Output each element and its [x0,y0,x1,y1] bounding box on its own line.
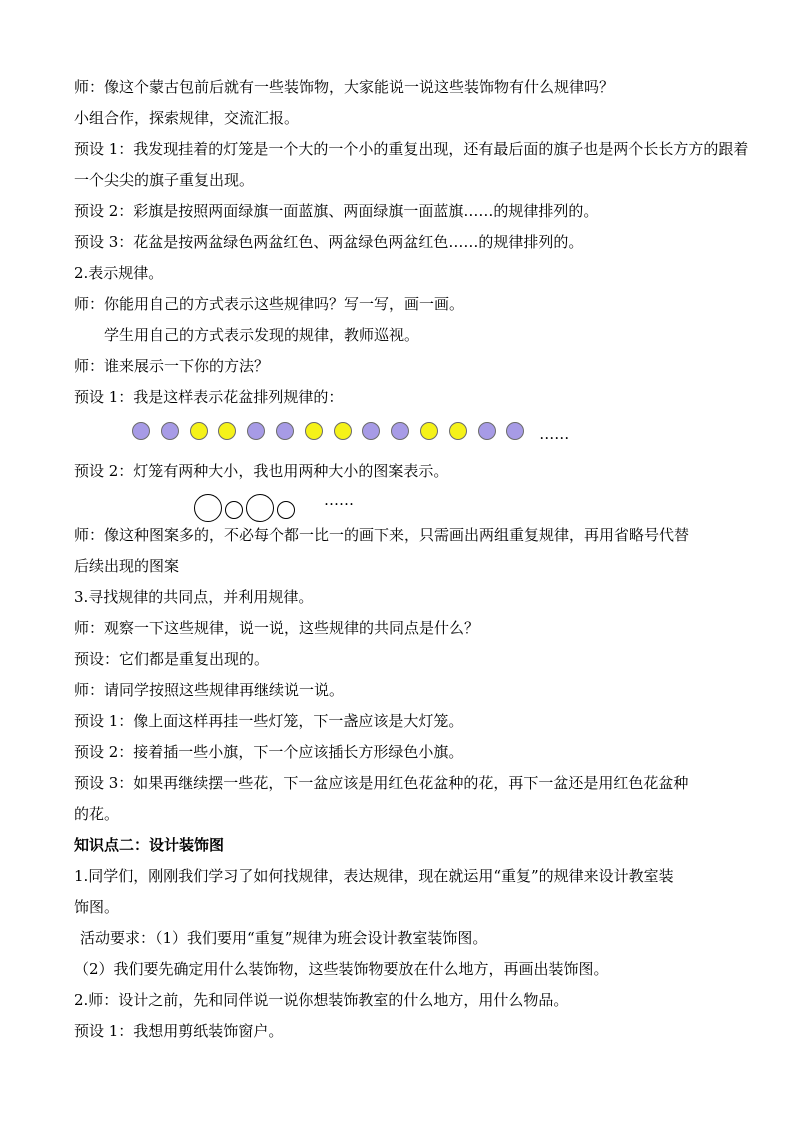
text-line-20: 预设 2：接着插一些小旗，下一个应该插长方形绿色小旗。 [74,743,464,761]
text-line-17: 预设：它们都是重复出现的。 [74,650,270,668]
text-line-29: 预设 1：我想用剪纸装饰窗户。 [74,1022,284,1040]
lantern-circle-big [246,494,274,522]
pattern-dot-yellow [449,422,467,440]
text-line-8: 师：你能用自己的方式表示这些规律吗？写一写，画一画。 [74,295,465,313]
lantern-ellipsis: …… [324,491,354,509]
text-line-7: 2.表示规律。 [74,264,164,282]
pattern-dot-purple [247,422,265,440]
lantern-circle-small [277,501,295,519]
pattern-dot-purple [362,422,380,440]
text-line-16: 师：观察一下这些规律，说一说，这些规律的共同点是什么？ [74,619,480,637]
pattern-dot-purple [276,422,294,440]
pattern-ellipsis: …… [539,425,570,443]
section-heading: 知识点二：设计装饰图 [74,836,225,854]
pattern-dot-yellow [420,422,438,440]
text-line-21: 预设 3：如果再继续摆一些花，下一盆应该是用红色花盆种的花，再下一盆还是用红色花盆种 [74,774,689,792]
text-line-22: 的花。 [74,805,120,823]
text-line-3: 预设 1：我发现挂着的灯笼是一个大的一个小的重复出现，还有最后面的旗子也是两个长长方方的跟着 [74,140,749,158]
pattern-dot-purple [478,422,496,440]
text-line-18: 师：请同学按照这些规律再继续说一说。 [74,681,345,699]
pattern-dot-purple [506,422,524,440]
text-line-28: 2.师：设计之前，先和同伴说一说你想装饰教室的什么地方，用什么物品。 [74,991,569,1009]
text-line-12: 预设 2：灯笼有两种大小，我也用两种大小的图案表示。 [74,462,449,480]
text-line-15: 3.寻找规律的共同点，并利用规律。 [74,588,314,606]
pattern-dot-purple [132,422,150,440]
text-line-11: 预设 1：我是这样表示花盆排列规律的： [74,388,344,406]
pattern-dot-yellow [305,422,323,440]
text-line-6: 预设 3：花盆是按两盆绿色两盆红色、两盆绿色两盆红色……的规律排列的。 [74,233,584,251]
text-line-2: 小组合作，探索规律，交流汇报。 [74,109,300,127]
pattern-dot-yellow [190,422,208,440]
text-line-9: 学生用自己的方式表示发现的规律，教师巡视。 [104,326,420,344]
text-line-26: 活动要求：（1）我们要用“重复”规律为班会设计教室装饰图。 [80,929,488,947]
pattern-dot-purple [161,422,179,440]
lantern-circle-big [194,494,222,522]
text-line-25: 饰图。 [74,898,120,916]
pattern-dot-purple [391,422,409,440]
lantern-circle-small [225,501,243,519]
text-line-1: 师：像这个蒙古包前后就有一些装饰物，大家能说一说这些装饰物有什么规律吗？ [74,78,615,96]
pattern-dot-yellow [218,422,236,440]
pattern-dot-yellow [334,422,352,440]
text-line-5: 预设 2：彩旗是按照两面绿旗一面蓝旗、两面绿旗一面蓝旗……的规律排列的。 [74,202,599,220]
text-line-10: 师：谁来展示一下你的方法？ [74,357,270,375]
text-line-19: 预设 1：像上面这样再挂一些灯笼，下一盏应该是大灯笼。 [74,712,464,730]
text-line-24: 1.同学们，刚刚我们学习了如何找规律，表达规律，现在就运用“重复”的规律来设计教室装 [74,867,674,885]
text-line-13: 师：像这种图案多的，不必每个都一比一的画下来，只需画出两组重复规律，再用省略号代替 [74,526,690,544]
text-line-14: 后续出现的图案 [74,557,180,575]
text-line-27: （2）我们要先确定用什么装饰物，这些装饰物要放在什么地方，再画出装饰图。 [74,960,609,978]
text-line-4: 一个尖尖的旗子重复出现。 [74,171,255,189]
